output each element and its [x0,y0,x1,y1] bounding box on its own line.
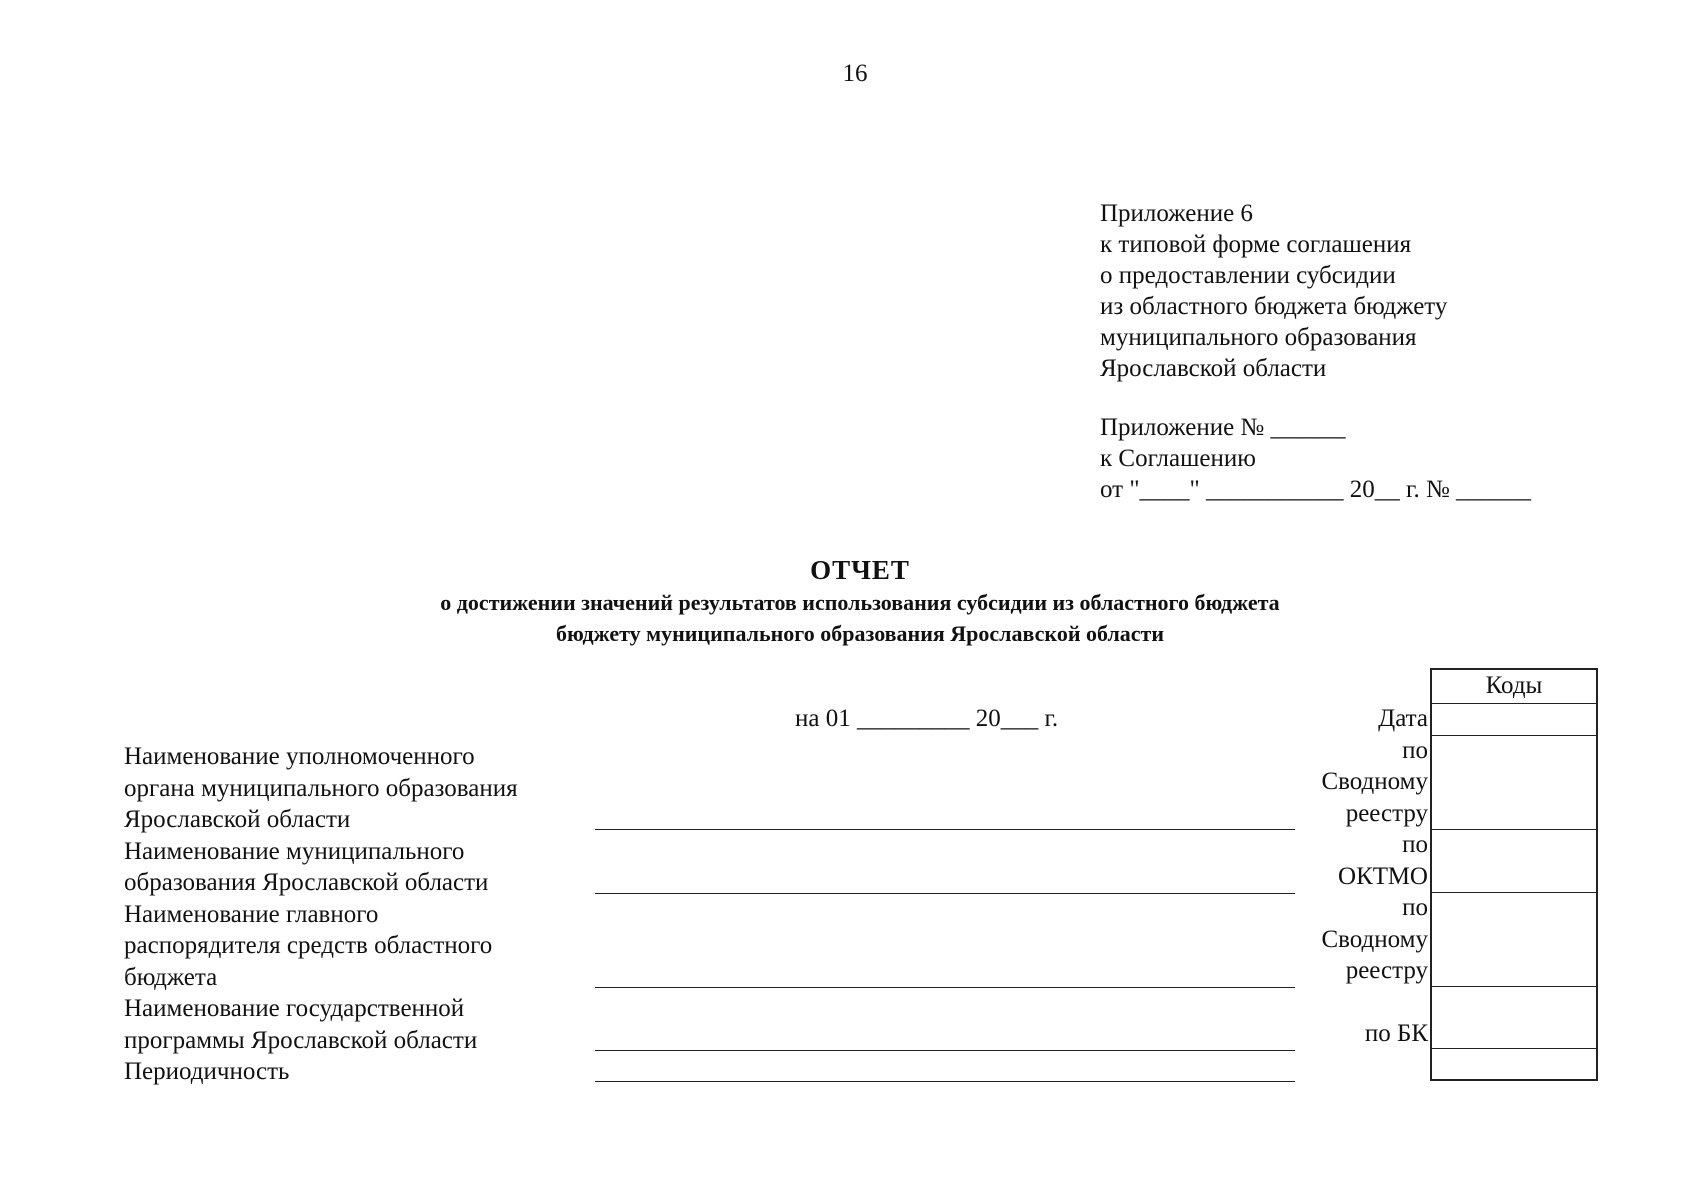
field-label: Наименование уполномоченного [124,743,475,770]
fill-line-authority[interactable] [595,829,1295,830]
code-label: Сводному [1321,925,1428,953]
field-label: Периодичность [124,1058,290,1085]
fill-line-periodicity[interactable] [595,1081,1295,1082]
agreement-line: Приложение № ______ [1100,414,1346,441]
code-label: реестру [1345,957,1428,984]
field-label: распорядителя средств областного [124,932,493,959]
code-label: по [1402,736,1428,764]
code-labels [1200,703,1428,1050]
subtitle-line: бюджету муниципального образования Ярославской области [555,621,1165,646]
annex-line: Приложение 6 [1100,200,1253,227]
agreement-reference [1100,412,1531,505]
page-number: 16 [842,60,868,87]
document-title: ОТЧЕТ [810,555,910,585]
field-label: Наименование государственной [124,995,465,1022]
code-label: Дата [1378,705,1428,732]
code-label: реестру [1345,799,1428,827]
code-cell-date[interactable] [1431,703,1597,735]
document-subtitle [0,587,1707,649]
fill-line-municipality[interactable] [595,893,1295,894]
field-label: органа муниципального образования [124,774,518,802]
codes-table [1430,668,1598,1081]
fill-line-state-program[interactable] [595,1050,1295,1051]
field-label: Ярославской области [124,806,351,833]
field-label: программы Ярославской области [124,1026,478,1054]
annex-line: о предоставлении субсидии [1100,262,1396,289]
report-date-line: на 01 _________ 20___ г. [795,705,1059,732]
code-cell-oktmo[interactable] [1431,829,1597,892]
field-label: образования Ярославской области [124,869,489,896]
code-cell-consolidated-register[interactable] [1431,735,1597,829]
field-label: Наименование муниципального [124,837,465,865]
annex-line: муниципального образования [1100,324,1417,351]
field-labels [124,741,518,1088]
annex-line: из областного бюджета бюджету [1100,293,1448,320]
codes-header: Коды [1431,669,1597,703]
code-cell-budget-code[interactable] [1431,986,1597,1048]
code-label [1200,987,1428,1019]
annex-line: к типовой форме соглашения [1100,231,1412,258]
field-label: бюджета [124,963,218,991]
code-cell-consolidated-register-2[interactable] [1431,892,1597,986]
code-label: Сводному [1321,768,1428,795]
code-label: по БК [1364,1020,1428,1047]
annex-reference [1100,198,1447,384]
annex-line: Ярославской области [1100,355,1327,382]
code-cell-periodicity[interactable] [1431,1048,1597,1080]
fill-line-chief-administrator[interactable] [595,987,1295,988]
agreement-line: к Соглашению [1100,445,1256,472]
code-label: по [1402,831,1428,858]
agreement-line: от "____" ___________ 20__ г. № ______ [1100,476,1532,503]
code-label: по [1402,894,1428,921]
field-label: Наименование главного [124,900,379,928]
subtitle-line: о достижении значений результатов использования субсидии из областного бюджета [440,590,1280,615]
code-label: ОКТМО [1338,862,1428,890]
